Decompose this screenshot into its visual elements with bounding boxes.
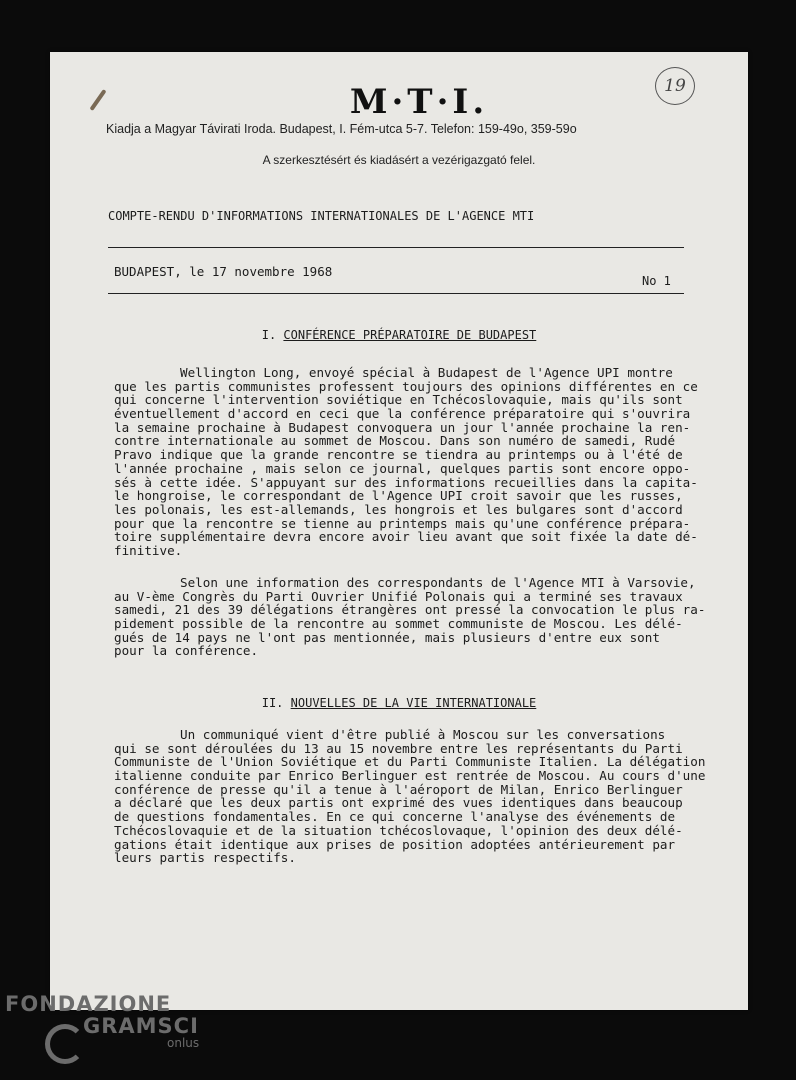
text-line: conférence de presse qu'il a tenue à l'aéroport de Milan, Enrico Berlinguer xyxy=(114,781,683,797)
section-heading-1: I. CONFÉRENCE PRÉPARATOIRE DE BUDAPEST xyxy=(261,328,537,342)
divider xyxy=(108,247,684,248)
text-line: de questions fondamentales. En ce qui concerne l'analyse des événements de xyxy=(114,809,676,825)
text-line: Un communiqué vient d'être publié à Moscou sur les conversations xyxy=(180,727,666,742)
publisher-line: Kiadja a Magyar Távirati Iroda. Budapest, I. Fém-utca 5-7. Telefon: 159-49o, 359-59o xyxy=(106,122,577,136)
text-line: Selon une information des correspondants de l'Agence MTI à Varsovie, xyxy=(180,575,696,590)
bulletin-title: COMPTE-RENDU D'INFORMATIONS INTERNATIONALES DE L'AGENCE MTI xyxy=(108,209,535,223)
paragraph-2 xyxy=(114,575,706,659)
text-line: samedi, 21 des 39 délégations étrangères ont pressé la convocation le plus ra- xyxy=(114,602,706,618)
issue-number: No 1 xyxy=(642,274,671,288)
fondazione-gramsci-watermark xyxy=(5,992,205,1050)
text-line: Wellington Long, envoyé spécial à Budapest de l'Agence UPI montre xyxy=(180,365,673,380)
gramsci-logo-icon xyxy=(45,1024,85,1064)
text-line: Communiste de l'Union Soviétique et du Parti Communiste Italien. La délégation xyxy=(114,754,706,770)
text-line: pour que la rencontre se tienne au printemps mais qu'une conférence prépara- xyxy=(114,515,691,531)
dateline: BUDAPEST, le 17 novembre 1968 xyxy=(114,264,333,279)
text-line: gations était identique aux prises de position adoptées antérieurement par xyxy=(114,836,676,852)
responsibility-line: A szerkesztésért és kiadásért a vezérigazgató felel. xyxy=(262,153,536,167)
watermark-line-1: FONDAZIONE xyxy=(5,992,172,1016)
text-line: contre internationale au sommet de Moscou. Dans son numéro de samedi, Rudé xyxy=(114,433,676,449)
text-line: les polonais, les est-allemands, les hongrois et les bulgares sont d'accord xyxy=(114,501,683,517)
text-line: que les partis communistes professent toujours des opinions différentes en ce xyxy=(114,378,698,394)
text-line: au V-ème Congrès du Parti Ouvrier Unifié Polonais qui a terminé ses travaux xyxy=(114,588,683,604)
text-line: pour la conférence. xyxy=(114,643,259,659)
mti-logo: M·T·I. xyxy=(349,82,489,122)
watermark-line-3: onlus xyxy=(167,1036,200,1050)
text-line: toire supplémentaire devra encore avoir lieu avant que soit fixée la date dé- xyxy=(114,529,698,545)
watermark-line-2: GRAMSCI xyxy=(83,1014,199,1038)
text-line: a déclaré que les deux partis ont exprimé des vues identiques dans beaucoup xyxy=(114,795,683,811)
section-heading-2: II. NOUVELLES DE LA VIE INTERNATIONALE xyxy=(261,696,537,710)
paragraph-1 xyxy=(114,366,696,558)
text-line: pidement possible de la rencontre au sommet communiste de Moscou. Les délé- xyxy=(114,616,683,632)
document-page xyxy=(50,52,748,1010)
text-line: gués de 14 pays ne l'ont pas mentionnée, mais plusieurs d'entre eux sont xyxy=(114,629,660,645)
text-line: italienne conduite par Enrico Berlinguer est rentrée de Moscou. Au cours d'une xyxy=(114,768,706,784)
text-line: l'année prochaine , mais selon ce journal, quelques partis sont encore oppo- xyxy=(114,460,691,476)
text-line: la semaine prochaine à Budapest convoquera un jour l'année prochaine la ren- xyxy=(114,419,691,435)
text-line: le hongroise, le correspondant de l'Agence UPI croit savoir que les russes, xyxy=(114,488,683,504)
text-line: qui concerne l'intervention soviétique en Tchécoslovaquie, mais qu'ils sont xyxy=(114,392,683,408)
text-line: sés à cette idée. S'appuyant sur des informations recueillies dans la capita- xyxy=(114,474,698,490)
handwritten-page-number: 19 xyxy=(655,67,695,105)
text-line: finitive. xyxy=(114,542,183,558)
text-line: leurs partis respectifs. xyxy=(114,850,296,866)
text-line: éventuellement d'accord en ceci que la conférence préparatoire qui s'ouvrira xyxy=(114,406,691,422)
paragraph-3 xyxy=(114,727,706,866)
divider xyxy=(108,293,684,294)
text-line: Tchécoslovaquie et de la situation tchécoslovaque, l'opinion des deux délé- xyxy=(114,822,683,838)
text-line: Pravo indique que la grande rencontre se tiendra au printemps ou à l'été de xyxy=(114,447,683,463)
text-line: qui se sont déroulées du 13 au 15 novembre entre les représentants du Parti xyxy=(114,740,683,756)
